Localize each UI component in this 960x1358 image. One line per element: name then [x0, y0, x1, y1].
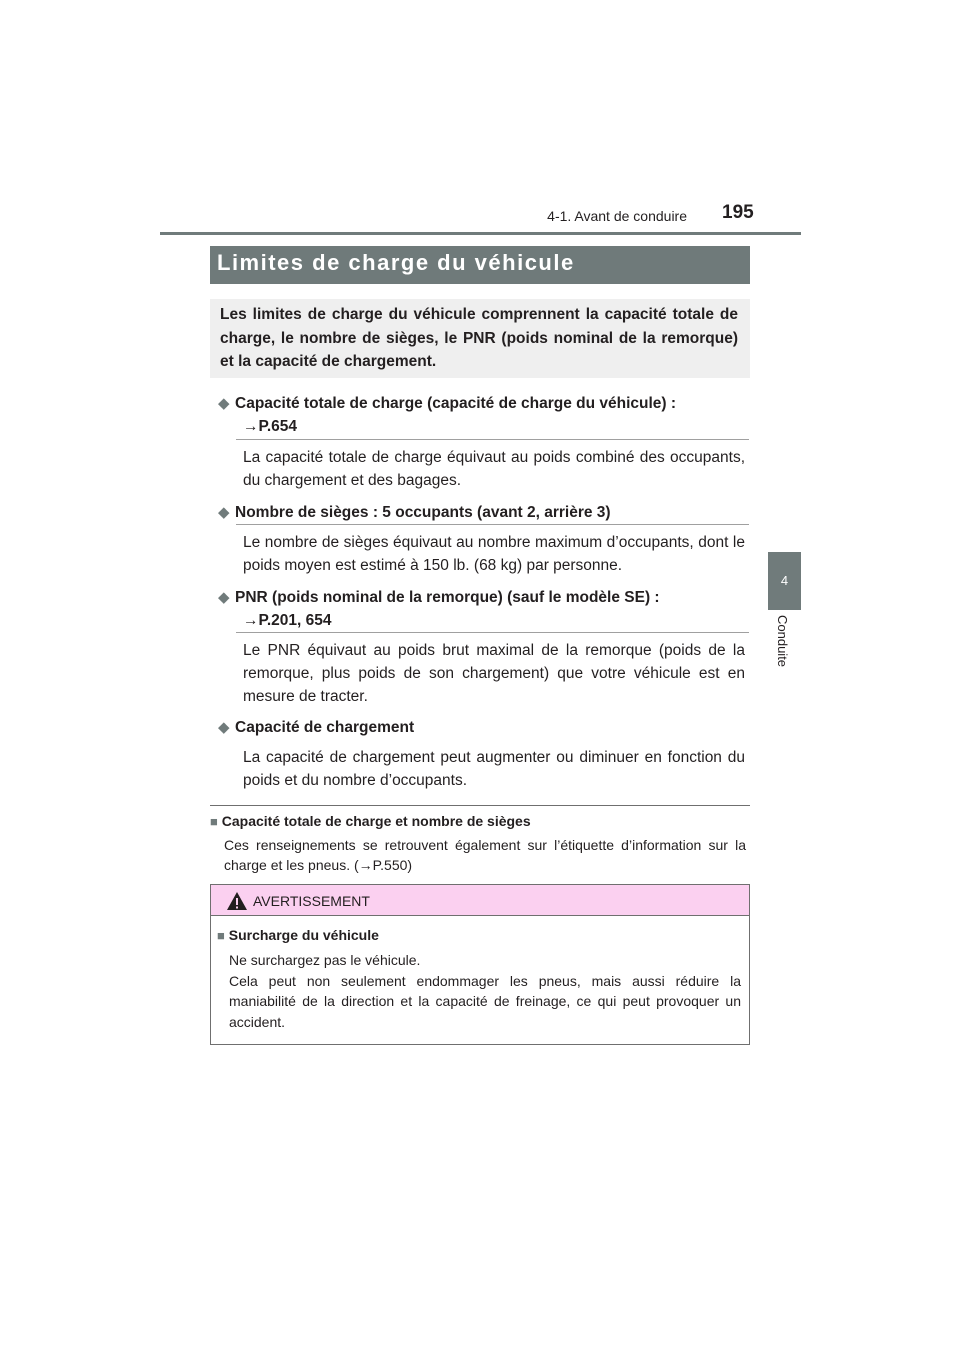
item-body-text: La capacité totale de charge équivaut au poids combiné des occupants, du chargement et des bagages. — [243, 449, 745, 489]
page-number: 195 — [722, 202, 754, 223]
intro-text: Les limites de charge du véhicule comprennent la capacité totale de charge, le nombre de sièges, le PNR (poids nominal de la remorque) et la capacité de chargement. — [220, 306, 738, 370]
warning-subheading-text: Surcharge du véhicule — [228, 927, 379, 943]
diamond-icon: ◆ — [218, 719, 230, 736]
item-heading — [218, 501, 748, 524]
header-divider — [160, 232, 801, 235]
warning-text — [229, 950, 741, 1032]
chapter-tab-label — [758, 615, 810, 685]
item-heading — [218, 716, 748, 739]
section-title-bar — [210, 246, 750, 284]
note-heading — [210, 813, 531, 829]
item-divider — [236, 632, 749, 633]
section-title: Limites de charge du véhicule — [217, 250, 575, 275]
intro-box — [210, 299, 750, 378]
warning-subheading — [217, 927, 379, 943]
diamond-icon: ◆ — [218, 589, 230, 606]
item-heading-text: PNR (poids nominal de la remorque) (sauf le modèle SE) : — [235, 589, 660, 606]
warning-line-2: Cela peut non seulement endommager les pneus, mais aussi réduire la maniabilité de la direction et la capacité de freinage, ce qui peut provoquer un accident. — [229, 972, 741, 1030]
diamond-icon: ◆ — [218, 395, 230, 412]
item-divider — [236, 439, 749, 440]
item-heading — [218, 586, 748, 632]
diamond-icon: ◆ — [218, 504, 230, 521]
note-text: Ces renseignements se retrouvent également sur l’étiquette d’information sur la charge et les pneus. (→P.550) — [224, 837, 746, 873]
notes-divider — [210, 805, 750, 806]
item-body-text: Le nombre de sièges équivaut au nombre maximum d’occupants, dont le poids moyen est estimé à 150 lb. (68 kg) par personne. — [243, 534, 745, 574]
warning-line-1: Ne surchargez pas le véhicule. — [229, 952, 421, 968]
page-reference-link[interactable]: →P.654 — [243, 418, 298, 435]
square-bullet-icon: ■ — [217, 928, 225, 943]
warning-header — [211, 885, 749, 916]
item-body-text: Le PNR équivaut au poids brut maximal de la remorque (poids de la remorque, plus poids de son chargement) que votre véhicule est en mesure de tracter. — [243, 642, 745, 705]
item-divider — [236, 524, 749, 525]
warning-box — [210, 884, 750, 1045]
page-reference-link[interactable]: →P.201, 654 — [243, 612, 332, 629]
chapter-tab-number: 4 — [768, 552, 801, 610]
item-heading-text: Capacité de chargement — [235, 719, 415, 736]
chapter-tab-label-text: Conduite — [775, 615, 790, 668]
item-heading-text: Nombre de sièges : 5 occupants (avant 2, arrière 3) — [235, 504, 611, 521]
warning-triangle-icon — [226, 891, 248, 911]
warning-label: AVERTISSEMENT — [253, 893, 370, 909]
item-body-text: La capacité de chargement peut augmenter ou diminuer en fonction du poids et du nombre d’occupants. — [243, 749, 745, 789]
item-heading — [218, 392, 748, 438]
square-bullet-icon: ■ — [210, 814, 218, 829]
section-reference: 4-1. Avant de conduire — [547, 208, 687, 224]
note-heading-text: Capacité totale de charge et nombre de sièges — [221, 813, 531, 829]
item-heading-text: Capacité totale de charge (capacité de charge du véhicule) : — [235, 395, 677, 412]
